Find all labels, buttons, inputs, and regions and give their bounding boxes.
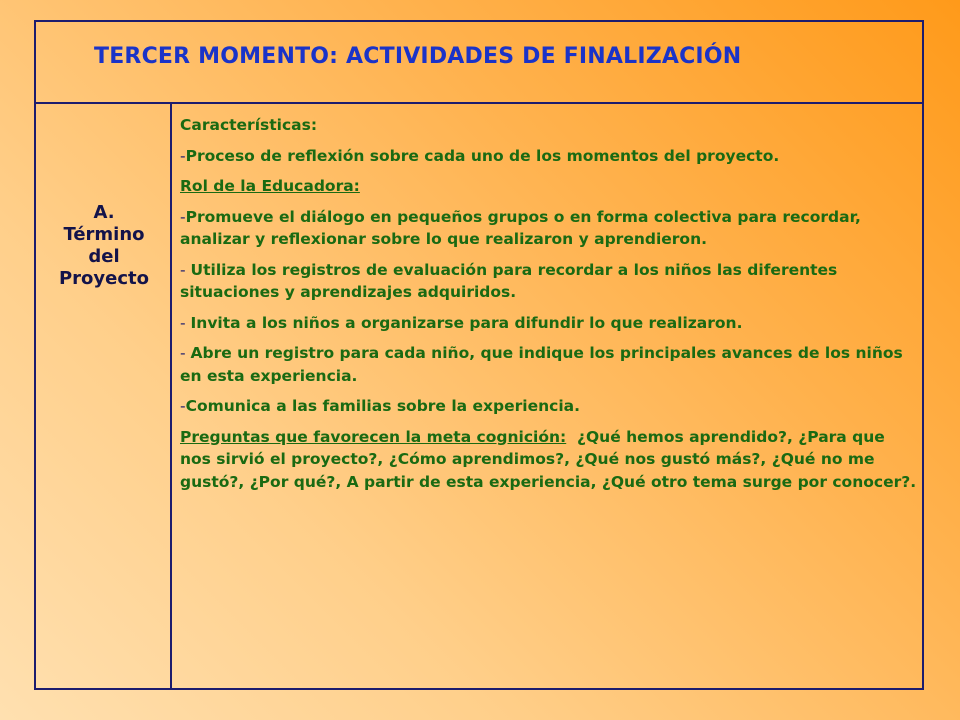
rol-item-text: Abre un registro para cada niño, que indique los principales avances de los niños en esta experiencia. [180,344,903,385]
phase-label-line: del [88,246,120,267]
slide-title: TERCER MOMENTO: ACTIVIDADES DE FINALIZACIÓN [94,44,742,69]
rol-item-text: Promueve el diálogo en pequeños grupos o en forma colectiva para recordar, analizar y reflexionar sobre lo que realizaron y aprendieron. [180,207,861,248]
rol-item [180,342,920,387]
preguntas-paragraph [180,426,920,494]
preguntas-heading: Preguntas que favorecen la meta cognición: [180,427,567,446]
bullet-dash: - [180,260,191,279]
phase-label-line: A. [93,202,115,223]
bullet-dash: - [180,207,186,226]
rol-item-text: Invita a los niños a organizarse para difundir lo que realizaron. [190,313,743,332]
content-cell [180,114,920,501]
rol-item [180,259,920,304]
rol-heading: Rol de la Educadora: [180,177,360,195]
rol-item-text: Comunica a las familias sobre la experiencia. [185,397,580,415]
phase-label-line: Proyecto [58,268,150,289]
bullet-dash: - [180,146,186,165]
preguntas-text: ¿Qué hemos aprendido?, ¿Para que nos sirvió el proyecto?, ¿Cómo aprendimos?, ¿Qué nos gustó más?, ¿Qué no me gustó?, ¿Por qué?, A partir de esta experiencia, ¿Qué otro tema surge por conocer?. [180,427,917,491]
rol-item [180,206,920,251]
caracteristicas-text: Proceso de reflexión sobre cada uno de los momentos del proyecto. [185,146,780,165]
bullet-dash: - [180,344,191,362]
bullet-dash: - [180,397,186,415]
rol-item [180,395,920,418]
rol-item-text: Utiliza los registros de evaluación para recordar a los niños las diferentes situaciones y aprendizajes adquiridos. [180,260,838,301]
phase-label [36,202,172,290]
bullet-dash: - [180,313,191,332]
caracteristicas-heading: Características: [180,116,318,134]
rol-item [180,312,920,335]
table-header-row [36,22,922,104]
phase-label-line: Término [63,224,145,245]
activity-table [34,20,924,690]
phase-label-cell [36,104,172,688]
caracteristicas-item [180,145,920,168]
